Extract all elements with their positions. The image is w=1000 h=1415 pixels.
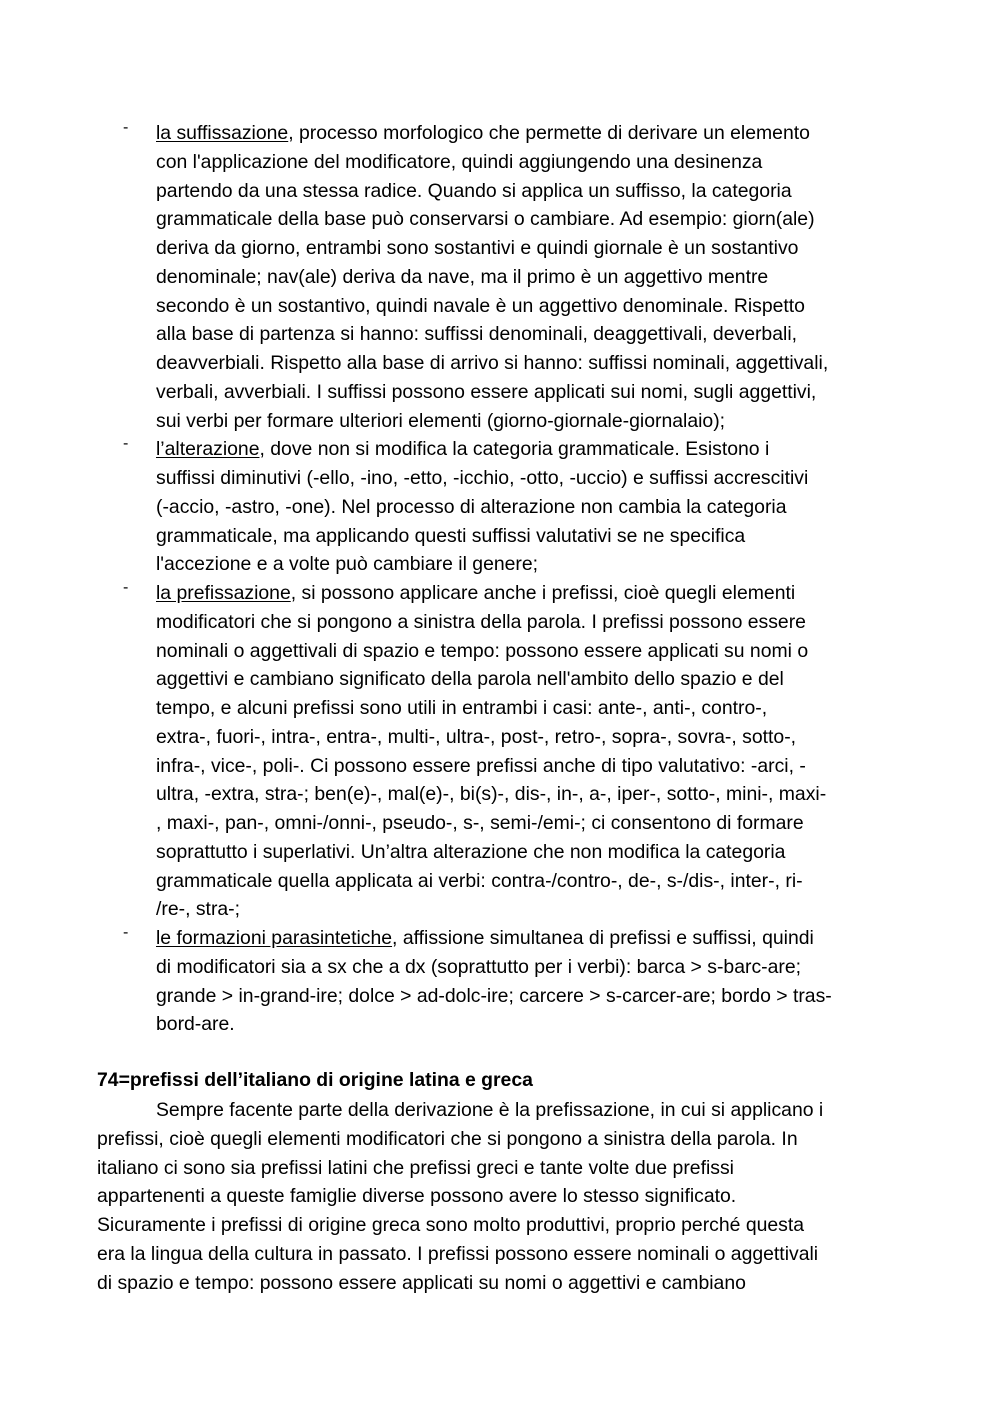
text-line: (-accio, -astro, -one). Nel processo di alterazione non cambia la categoria bbox=[156, 495, 787, 518]
text-line: , maxi-, pan-, omni-/onni-, pseudo-, s-, semi-/emi-; ci consentono di formare bbox=[156, 812, 804, 834]
text-line: ultra, -extra, stra-; ben(e)-, mal(e)-, bi(s)-, dis-, in-, a-, iper-, sotto-, mini-, maxi- bbox=[156, 783, 827, 806]
text-line-rest: , dove non si modifica la categoria grammaticale. Esistono i bbox=[259, 438, 770, 461]
text-line: con l'applicazione del modificatore, quindi aggiungendo una desinenza bbox=[156, 150, 763, 173]
section-heading: 74=prefissi dell’italiano di origine latina e greca bbox=[97, 1069, 533, 1091]
text-line: modificatori che si pongono a sinistra della parola. I prefissi possono essere bbox=[156, 610, 806, 633]
underlined-term: l’alterazione bbox=[156, 438, 260, 461]
underlined-term: la prefissazione bbox=[156, 582, 291, 604]
text-line bbox=[156, 579, 912, 608]
section-paragraph bbox=[97, 1096, 912, 1297]
text-line: secondo è un sostantivo, quindi navale è un aggettivo denominale. Rispetto bbox=[156, 294, 805, 317]
underlined-term: le formazioni parasintetiche bbox=[156, 927, 393, 949]
list-item bbox=[97, 119, 912, 435]
text-line: grammaticale, ma applicando questi suffissi valutativi se ne specifica bbox=[156, 524, 746, 547]
text-line bbox=[156, 119, 912, 148]
text-line bbox=[156, 924, 912, 953]
text-line: alla base di partenza si hanno: suffissi denominali, deaggettivali, deverbali, bbox=[156, 323, 798, 346]
text-line: era la lingua della cultura in passato. I prefissi possono essere nominali o aggettivali bbox=[97, 1242, 819, 1265]
text-line: /re-, stra-; bbox=[156, 898, 241, 921]
bullet-dash: - bbox=[123, 435, 129, 453]
text-line: deriva da giorno, entrambi sono sostantivi e quindi giornale è un sostantivo bbox=[156, 237, 799, 259]
text-line: sui verbi per formare ulteriori elementi (giorno-giornale-giornalaio); bbox=[156, 409, 726, 432]
bullet-dash: - bbox=[123, 579, 129, 596]
text-line bbox=[156, 435, 912, 464]
bullet-dash: - bbox=[123, 924, 129, 941]
text-line: prefissi, cioè quegli elementi modificatori che si pongono a sinistra della parola. In bbox=[97, 1127, 798, 1150]
text-line: extra-, fuori-, intra-, entra-, multi-, ultra-, post-, retro-, sopra-, sovra-, sotto-, bbox=[156, 725, 797, 748]
list-item bbox=[97, 435, 912, 579]
text-line: grammaticale della base può conservarsi o cambiare. Ad esempio: giorn(ale) bbox=[156, 208, 815, 231]
text-line-rest: , si possono applicare anche i prefissi, cioè quegli elementi bbox=[290, 582, 796, 604]
text-line-rest: , processo morfologico che permette di derivare un elemento bbox=[288, 122, 810, 144]
text-line: di spazio e tempo: possono essere applicati su nomi o aggettivi e cambiano bbox=[97, 1271, 746, 1294]
text-line: verbali, avverbiali. I suffissi possono essere applicati sui nomi, sugli aggettivi, bbox=[156, 380, 817, 403]
text-line: bord-are. bbox=[156, 1013, 235, 1036]
text-line: italiano ci sono sia prefissi latini che prefissi greci e tante volte due prefissi bbox=[97, 1156, 734, 1179]
text-line: Sempre facente parte della derivazione è la prefissazione, in cui si applicano i bbox=[156, 1099, 824, 1121]
list-item bbox=[97, 579, 912, 924]
text-line: Sicuramente i prefissi di origine greca sono molto produttivi, proprio perché questa bbox=[97, 1214, 805, 1236]
text-line-rest: , affissione simultanea di prefissi e suffissi, quindi bbox=[392, 927, 814, 949]
text-line: suffissi diminutivi (-ello, -ino, -etto, -icchio, -otto, -uccio) e suffissi accrescitivi bbox=[156, 467, 809, 489]
text-line: deavverbiali. Rispetto alla base di arrivo si hanno: suffissi nominali, aggettivali, bbox=[156, 352, 829, 374]
text-line: di modificatori sia a sx che a dx (soprattutto per i verbi): barca > s-barc-are; bbox=[156, 955, 802, 978]
text-line: l'accezione e a volte può cambiare il genere; bbox=[156, 553, 539, 576]
text-line: nominali o aggettivali di spazio e tempo: possono essere applicati su nomi o bbox=[156, 639, 809, 662]
text-line: grammaticale quella applicata ai verbi: contra-/contro-, de-, s-/dis-, inter-, ri- bbox=[156, 869, 803, 892]
list-item bbox=[97, 924, 912, 1039]
text-line: aggettivi e cambiano significato della parola nell'ambito dello spazio e del bbox=[156, 668, 784, 691]
text-line: partendo da una stessa radice. Quando si applica un suffisso, la categoria bbox=[156, 179, 792, 202]
text-line: denominale; nav(ale) deriva da nave, ma il primo è un aggettivo mentre bbox=[156, 265, 769, 288]
bullet-dash: - bbox=[123, 119, 129, 136]
text-line: tempo, e alcuni prefissi sono utili in entrambi i casi: ante-, anti-, contro-, bbox=[156, 697, 768, 719]
text-line: appartenenti a queste famiglie diverse possono avere lo stesso significato. bbox=[97, 1185, 737, 1208]
text-line: soprattutto i superlativi. Un’altra alterazione che non modifica la categoria bbox=[156, 840, 786, 863]
bullet-list bbox=[97, 119, 912, 1039]
underlined-term: la suffissazione bbox=[156, 122, 289, 144]
text-line: grande > in-grand-ire; dolce > ad-dolc-ire; carcere > s-carcer-are; bordo > tras- bbox=[156, 984, 832, 1007]
text-line: infra-, vice-, poli-. Ci possono essere prefissi anche di tipo valutativo: -arci, - bbox=[156, 754, 806, 777]
